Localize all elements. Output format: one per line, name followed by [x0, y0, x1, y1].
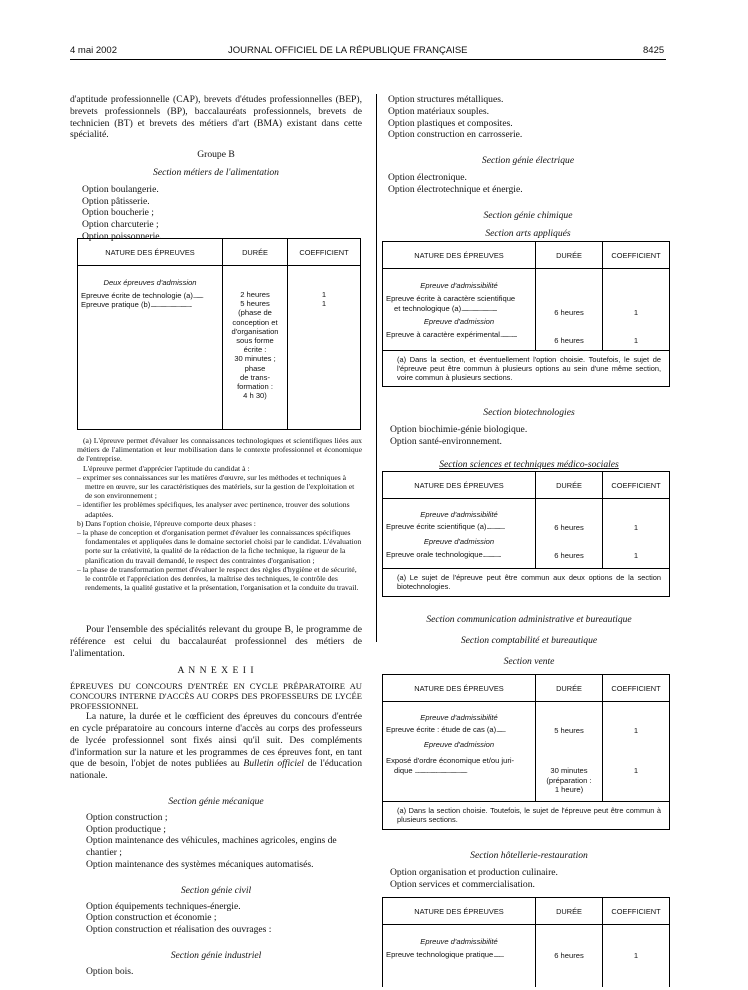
table-biotech — [382, 471, 670, 597]
table-subhead: Epreuve d'admissibilité — [420, 937, 498, 946]
options-hotellerie — [390, 867, 668, 891]
duree-value: 30 minutes ; — [234, 354, 276, 364]
options-civil — [86, 901, 362, 936]
annexe-title: ÉPREUVES DU CONCOURS D'ENTRÉE EN CYCLE PRÉPARATOIRE AU CONCOURS INTERNE D'ACCÈS AU CORPS DES PROFESSEURS DE LYCÉE PROFESSIONNEL — [70, 681, 362, 712]
table-row-label: Epreuve écrite : étude de cas (a)........ — [386, 725, 506, 735]
table-row-label: Exposé d'ordre économique et/ou juri- — [386, 756, 515, 766]
option-item: Option matériaux souples. — [388, 105, 489, 117]
column-divider — [376, 94, 377, 642]
duree-value: 6 heures — [554, 523, 584, 532]
annexe-paragraph: La nature, la durée et le cœfficient des épreuves du concours d'entrée en cycle préparatoire au concours interne d'accès au corps des professeurs de lycée professionnel sont fixés ainsi qu'il suit. Des compléments d'information sur la nature et les programmes de ces épreuves font, en tant que de besoin, l'objet de notes publiées au Bulletin officiel de l'éducation nationale. — [70, 711, 362, 782]
option-item: Option santé-environnement. — [390, 435, 502, 447]
section-electrique: Section génie électrique — [481, 155, 575, 167]
option-item: Option construction en carrosserie. — [388, 129, 523, 141]
table-row-label: Epreuve écrite à caractère scientifique — [386, 294, 516, 304]
right-bio — [390, 407, 668, 471]
col-nature: NATURE DES ÉPREUVES — [383, 898, 536, 925]
duree-value: 5 heures — [240, 299, 270, 309]
duree-value: 6 heures — [554, 336, 584, 346]
ensemble-paragraph: Pour l'ensemble des spécialités relevant du groupe B, le programme de référence est celui du baccalauréat professionnel des métiers de l'alimentation. — [70, 624, 362, 659]
coef-value: 1 — [633, 551, 639, 561]
table-subhead: Deux épreuves d'admission — [103, 278, 197, 287]
option-item: Option construction et réalisation des ouvrages : — [86, 924, 272, 936]
duree-value: 1 heure) — [554, 785, 584, 795]
note-b-list — [77, 528, 362, 592]
table-subhead: Epreuve d'admission — [423, 317, 495, 327]
option-item: Option boulangerie. — [82, 183, 159, 195]
table-arts-appliques — [382, 241, 670, 387]
note-b: b) Dans l'option choisie, l'épreuve comporte deux phases : — [77, 518, 256, 528]
duree-value: phase — [244, 363, 266, 373]
table-note: (a) Dans la section, et éventuellement l'option choisie. Toutefois, le sujet de l'épreuve peut être commun à plusieurs options au sein d'une même section, voire commun à plusieurs sections. — [383, 351, 670, 387]
table-subhead: Epreuve d'admissibilité — [420, 510, 498, 519]
option-item: Option électronique. — [388, 171, 467, 183]
col-duree: DURÉE — [536, 472, 603, 499]
options-top — [388, 94, 668, 141]
coef-value: 1 — [321, 290, 327, 299]
table-subhead: Epreuve d'admissibilité — [420, 713, 498, 722]
right-column — [388, 94, 668, 240]
table-row-label: Epreuve à caractère expérimental............... — [386, 329, 517, 339]
duree-value: conception et — [232, 317, 278, 327]
col-nature: NATURE DES ÉPREUVES — [78, 239, 223, 266]
option-item: Option équipements techniques-énergie. — [86, 900, 241, 912]
option-item: Option organisation et production culinaire. — [390, 866, 558, 878]
table-row-label: et technologique (a)................................ — [394, 303, 497, 313]
option-item: Option charcuterie ; — [82, 219, 159, 231]
section-civil: Section génie civil — [180, 884, 252, 896]
note-a-list — [77, 473, 362, 519]
table-note: (a) Dans la section choisie. Toutefois, le sujet de l'épreuve peut être commun à plusieurs sections. — [383, 802, 670, 830]
col-coef: COEFFICIENT — [603, 675, 670, 702]
header-journal: JOURNAL OFFICIEL DE LA RÉPUBLIQUE FRANÇAISE — [228, 45, 468, 56]
duree-value: 6 heures — [554, 308, 584, 317]
duree-value: 6 heures — [554, 951, 584, 960]
options-alimentation — [82, 184, 362, 243]
section-arts: Section arts appliqués — [485, 228, 571, 240]
section-alimentation: Section métiers de l'alimentation — [153, 166, 279, 178]
section-chimique: Section génie chimique — [483, 209, 573, 221]
option-item: Option boucherie ; — [82, 207, 154, 219]
table-row-label: Epreuve écrite scientifique (a)................ — [386, 522, 505, 532]
note-a-item: – identifier les problèmes spécifiques, les analyser avec pertinence, trouver des solutions adaptées. — [77, 500, 350, 519]
section-hotellerie: Section hôtellerie-restauration — [470, 850, 588, 861]
section-comptabilite: Section comptabilité et bureautique — [460, 634, 598, 646]
option-item: Option pâtisserie. — [82, 195, 150, 207]
note-b-item: – la phase de conception et d'organisation permet d'évaluer les connaissances spécifiques fondamentales et appliquées dans le domaine sectoriel choisi par le candidat. L'évaluation porte sur la créativité, la qualité de la rédaction de la fiche technique, la rigueur de la planification du travail demandé, le respect des contraintes d'organisation ; — [77, 528, 362, 565]
duree-value: sous forme — [236, 336, 274, 346]
note-a-item: – exprimer ses connaissances sur les matières d'œuvre, sur les méthodes et techniques à mettre en œuvre, sur les caractéristiques des matériels, sur la gestion de l'exploitation et de son environnement ; — [77, 472, 355, 501]
option-item: Option poissonnerie. — [82, 230, 162, 242]
coef-value: 1 — [633, 336, 639, 346]
coef-value: 1 — [633, 951, 639, 960]
section-mecanique: Section génie mécanique — [168, 795, 264, 807]
option-item: Option bois. — [86, 965, 134, 977]
duree-value: 4 h 30) — [243, 391, 267, 401]
duree-value: (phase de — [238, 308, 272, 318]
option-item: Option électrotechnique et énergie. — [388, 183, 523, 195]
section-vente: Section vente — [503, 655, 555, 667]
intro-paragraph: d'aptitude professionnelle (CAP), brevets d'études professionnelles (BEP), brevets professionnels (BP), baccalauréats professionnels, brevets de technicien (BT) et brevets des métiers d'art (BMA) existant dans cette spécialité. — [70, 94, 362, 141]
table-subhead: Epreuve d'admission — [423, 739, 495, 749]
groupe-heading: Groupe B — [197, 149, 235, 161]
col-coef: COEFFICIENT — [288, 239, 361, 266]
coef-value: 1 — [633, 726, 639, 735]
table-subhead: Epreuve d'admissibilité — [420, 281, 498, 290]
table-row-label: Epreuve écrite de technologie (a)......... — [81, 291, 203, 300]
left-column — [70, 94, 362, 243]
section-industriel: Section génie industriel — [170, 949, 262, 961]
option-item: Option services et commercialisation. — [390, 878, 535, 890]
table-row-label: dique ............................................... — [394, 765, 467, 775]
table-hotellerie — [382, 897, 670, 987]
duree-value: formation : — [237, 382, 273, 392]
col-coef: COEFFICIENT — [603, 898, 670, 925]
duree-value: (préparation : — [546, 775, 592, 785]
col-duree: DURÉE — [536, 898, 603, 925]
option-item: Option structures métalliques. — [388, 94, 504, 105]
right-comm — [390, 614, 668, 667]
coef-value: 1 — [633, 766, 639, 776]
coef-value: 1 — [321, 299, 327, 309]
col-nature: NATURE DES ÉPREUVES — [383, 675, 536, 702]
table-note: (a) Le sujet de l'épreuve peut être commun aux deux options de la section biotechnologies. — [383, 569, 670, 597]
col-nature: NATURE DES ÉPREUVES — [383, 242, 536, 269]
header-page: 8425 — [643, 45, 665, 56]
annexe-heading: A N N E X E I I — [177, 665, 255, 677]
coef-value: 1 — [633, 308, 639, 317]
header-date: 4 mai 2002 — [70, 45, 118, 56]
options-mecanique — [86, 812, 362, 871]
option-item: Option construction et économie ; — [86, 912, 217, 924]
col-duree: DURÉE — [223, 239, 288, 266]
col-coef: COEFFICIENT — [603, 242, 670, 269]
section-sciences: Section sciences et techniques médico-sociales — [439, 459, 619, 471]
col-duree: DURÉE — [536, 242, 603, 269]
duree-value: 5 heures — [554, 726, 584, 735]
section-communication: Section communication administrative et bureautique — [426, 614, 632, 625]
duree-value: 6 heures — [554, 551, 584, 561]
option-item: Option maintenance des véhicules, machines agricoles, engins de chantier ; — [86, 835, 337, 859]
duree-value: d'organisation — [231, 326, 279, 336]
duree-value: 30 minutes — [550, 766, 588, 776]
col-coef: COEFFICIENT — [603, 472, 670, 499]
table-row-label: Epreuve pratique (b)..................................... — [81, 300, 192, 309]
option-item: Option biochimie-génie biologique. — [390, 423, 528, 435]
table-alimentation — [77, 238, 361, 430]
col-nature: NATURE DES ÉPREUVES — [383, 472, 536, 499]
duree-value: écrite : — [243, 345, 267, 355]
coef-value: 1 — [633, 523, 639, 532]
option-item: Option productique ; — [86, 823, 166, 835]
option-item: Option construction ; — [86, 811, 168, 823]
table-row-label: Epreuve technologique pratique......... — [386, 950, 504, 960]
duree-value: 2 heures — [240, 290, 270, 299]
option-item: Option plastiques et composites. — [388, 117, 513, 129]
left-lower — [70, 624, 362, 978]
left-notes — [77, 436, 362, 592]
note-b-item: – la phase de transformation permet d'évaluer le respect des règles d'hygiène et de sécurité, le contrôle et l'appréciation des denrées, la maîtrise des techniques, le contrôle des rendements, la qualité gustative et la présentation, l'organisation et la conduite du travail. — [77, 564, 359, 593]
options-biotech — [390, 424, 668, 448]
col-duree: DURÉE — [536, 675, 603, 702]
table-subhead: Epreuve d'admission — [423, 536, 495, 546]
right-hotel — [390, 850, 668, 890]
section-biotech: Section biotechnologies — [483, 407, 575, 418]
header-rule — [70, 59, 666, 60]
note-a-intro: L'épreuve permet d'apprécier l'aptitude du candidat à : — [83, 463, 250, 473]
options-electrique — [388, 172, 668, 196]
note-a: (a) L'épreuve permet d'évaluer les connaissances technologiques et scientifiques liées aux métiers de l'alimentation et leur mobilisation dans le contexte professionnel et économique de l'entreprise. — [77, 436, 362, 464]
table-row-label: Epreuve orale technologique................ — [386, 550, 501, 560]
duree-value: de trans- — [240, 372, 270, 382]
table-vente — [382, 674, 670, 830]
options-industriel — [86, 966, 362, 978]
option-item: Option maintenance des systèmes mécaniques automatisés. — [86, 858, 314, 870]
